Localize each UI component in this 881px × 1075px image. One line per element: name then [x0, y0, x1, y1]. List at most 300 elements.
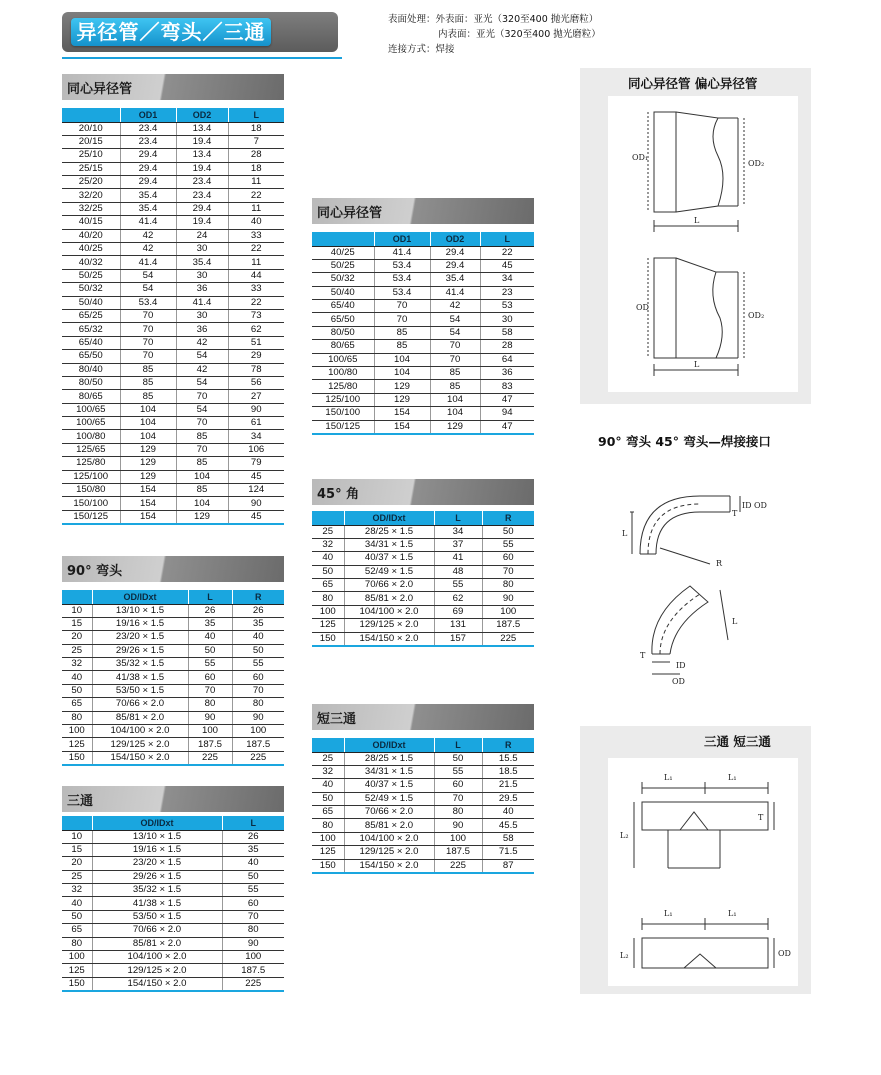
table-cell: 54 — [120, 283, 176, 296]
table-row — [312, 859, 534, 873]
table-cell: 25/20 — [62, 176, 120, 189]
table-cell: 35.4 — [120, 202, 176, 215]
table-cell: 29/26 × 1.5 — [92, 644, 188, 657]
table-cell: 70 — [222, 910, 284, 923]
table-cell: 50 — [434, 752, 482, 765]
table-cell: 85/81 × 2.0 — [92, 937, 222, 950]
table-row — [312, 246, 534, 259]
table-cell: 23/20 × 1.5 — [92, 857, 222, 870]
table-row — [62, 711, 284, 724]
table-cell: 35 — [222, 843, 284, 856]
label-od2: OD₂ — [748, 159, 765, 168]
table-row — [62, 964, 284, 977]
table-cell: 21.5 — [482, 779, 534, 792]
table-cell: 29.4 — [176, 202, 228, 215]
table-cell: 154/150 × 2.0 — [92, 977, 222, 991]
section-header-reducer-1 — [62, 74, 284, 100]
table-cell: 32 — [62, 658, 92, 671]
table-cell: 90 — [232, 711, 284, 724]
table-cell: 11 — [228, 256, 284, 269]
table-cell: 22 — [480, 246, 534, 259]
section-header-tee — [62, 786, 284, 812]
table-row — [62, 951, 284, 964]
label-od1: OD₁ — [632, 153, 649, 162]
table-cell: 50/32 — [312, 273, 374, 286]
table-row — [62, 229, 284, 242]
column-header — [312, 232, 374, 246]
table-cell: 104 — [374, 367, 430, 380]
table-cell: 154/150 × 2.0 — [92, 751, 188, 765]
table-cell: 70/66 × 2.0 — [344, 806, 434, 819]
table-cell: 20/10 — [62, 122, 120, 135]
column-header: OD/IDxt — [92, 590, 188, 604]
table-cell: 124 — [228, 484, 284, 497]
table-cell: 40 — [62, 671, 92, 684]
table-cell: 129/125 × 2.0 — [344, 619, 434, 632]
column-header: L — [434, 511, 482, 525]
table-cell: 90 — [228, 403, 284, 416]
table-cell: 13.4 — [176, 122, 228, 135]
table-cell: 35 — [188, 617, 232, 630]
reducer-drawing — [608, 96, 798, 392]
table-row — [62, 604, 284, 617]
table-cell: 48 — [434, 565, 482, 578]
table-cell: 90 — [434, 819, 482, 832]
table-cell: 90 — [228, 497, 284, 510]
table-cell: 50 — [188, 644, 232, 657]
table-cell: 50/25 — [312, 259, 374, 272]
table-cell: 41.4 — [374, 246, 430, 259]
table-cell: 85 — [120, 390, 176, 403]
table-cell: 85 — [374, 340, 430, 353]
table-cell: 65/25 — [62, 309, 120, 322]
label-t-elbow45: T — [640, 651, 646, 660]
table-cell: 70 — [374, 300, 430, 313]
table-cell: 40/32 — [62, 256, 120, 269]
column-header: R — [232, 590, 284, 604]
tee-diagram-panel — [580, 726, 811, 994]
table-cell: 42 — [176, 336, 228, 349]
table-cell: 129 — [120, 443, 176, 456]
table-cell: 54 — [430, 313, 480, 326]
table-cell: 65 — [312, 806, 344, 819]
table-row — [312, 765, 534, 778]
table-cell: 23.4 — [176, 189, 228, 202]
table-cell: 100/80 — [312, 367, 374, 380]
table-row — [312, 846, 534, 859]
table-row — [62, 725, 284, 738]
table-cell: 79 — [228, 457, 284, 470]
table-row — [312, 792, 534, 805]
table-cell: 30 — [176, 269, 228, 282]
table-cell: 32/20 — [62, 189, 120, 202]
table-cell: 154/150 × 2.0 — [344, 632, 434, 646]
column-header — [62, 108, 120, 122]
table-cell: 100 — [222, 951, 284, 964]
table-cell: 104 — [374, 353, 430, 366]
table-elbow-45 — [312, 511, 534, 647]
table-cell: 131 — [434, 619, 482, 632]
table-cell: 34/31 × 1.5 — [344, 538, 434, 551]
label-od-short-tee: OD — [778, 949, 791, 958]
table-cell: 50 — [482, 525, 534, 538]
table-cell: 15 — [62, 617, 92, 630]
table-cell: 157 — [434, 632, 482, 646]
table-cell: 100/80 — [62, 430, 120, 443]
table-cell: 55 — [434, 579, 482, 592]
table-cell: 32/25 — [62, 202, 120, 215]
table-cell: 19.4 — [176, 135, 228, 148]
table-cell: 100 — [188, 725, 232, 738]
table-cell: 30 — [176, 243, 228, 256]
table-cell: 70/66 × 2.0 — [92, 698, 188, 711]
table-cell: 100/65 — [62, 417, 120, 430]
reducer-diagram-title: 同心异径管 偏心异径管 — [628, 76, 758, 91]
table-row — [312, 605, 534, 618]
table-cell: 80 — [62, 937, 92, 950]
section-title: 短三通 — [317, 712, 357, 727]
table-cell: 18.5 — [482, 765, 534, 778]
label-l2-tee: L₂ — [620, 831, 629, 840]
table-cell: 154 — [374, 420, 430, 434]
table-tee — [62, 816, 284, 992]
table-cell: 29.5 — [482, 792, 534, 805]
table-cell: 15.5 — [482, 752, 534, 765]
table-row — [62, 403, 284, 416]
table-cell: 104 — [176, 470, 228, 483]
table-cell: 104 — [430, 393, 480, 406]
spec-inner-surface: 内表面：亚光（320至400 抛光磨粒） — [438, 29, 601, 40]
table-cell: 187.5 — [188, 738, 232, 751]
table-cell: 23.4 — [176, 176, 228, 189]
table-cell: 85/81 × 2.0 — [344, 592, 434, 605]
column-header: OD/IDxt — [344, 511, 434, 525]
table-cell: 40 — [222, 857, 284, 870]
section-title: 45° 角 — [317, 487, 360, 502]
label-r-elbow: R — [716, 559, 723, 568]
table-cell: 125/65 — [62, 443, 120, 456]
table-cell: 47 — [480, 420, 534, 434]
table-cell: 40 — [312, 552, 344, 565]
table-cell: 125/80 — [312, 380, 374, 393]
table-row — [312, 632, 534, 646]
table-cell: 104 — [176, 497, 228, 510]
table-cell: 150 — [62, 977, 92, 991]
table-row — [62, 617, 284, 630]
table-cell: 80/50 — [312, 326, 374, 339]
table-cell: 154/150 × 2.0 — [344, 859, 434, 873]
table-cell: 25 — [312, 752, 344, 765]
table-cell: 51 — [228, 336, 284, 349]
table-cell: 65 — [62, 924, 92, 937]
table-cell: 150/125 — [312, 420, 374, 434]
table-cell: 225 — [232, 751, 284, 765]
column-header: L — [228, 108, 284, 122]
table-cell: 23.4 — [120, 135, 176, 148]
table-row — [62, 309, 284, 322]
table-cell: 150 — [312, 632, 344, 646]
table-cell: 20 — [62, 631, 92, 644]
table-cell: 27 — [228, 390, 284, 403]
table-cell: 35.4 — [120, 189, 176, 202]
table-row — [312, 832, 534, 845]
table-cell: 150/100 — [312, 407, 374, 420]
table-header-row — [312, 738, 534, 752]
table-row — [312, 367, 534, 380]
table-row — [62, 149, 284, 162]
table-cell: 154 — [120, 510, 176, 524]
label-od-elbow45: OD — [672, 677, 685, 686]
table-cell: 50 — [62, 910, 92, 923]
table-cell: 25/10 — [62, 149, 120, 162]
section-title: 同心异径管 — [67, 82, 133, 97]
table-cell: 20/15 — [62, 135, 120, 148]
table-cell: 35.4 — [176, 256, 228, 269]
column-header — [312, 738, 344, 752]
table-cell: 40 — [228, 216, 284, 229]
table-cell: 11 — [228, 176, 284, 189]
table-row — [62, 122, 284, 135]
table-cell: 65/40 — [312, 300, 374, 313]
column-header — [62, 816, 92, 830]
table-cell: 13/10 × 1.5 — [92, 604, 188, 617]
table-cell: 18 — [228, 122, 284, 135]
table-cell: 65/50 — [312, 313, 374, 326]
table-cell: 154 — [374, 407, 430, 420]
table-row — [62, 430, 284, 443]
table-cell: 104 — [120, 417, 176, 430]
table-cell: 29.4 — [120, 176, 176, 189]
table-cell: 104 — [430, 407, 480, 420]
table-cell: 47 — [480, 393, 534, 406]
table-cell: 55 — [222, 884, 284, 897]
table-cell: 90 — [222, 937, 284, 950]
reducer-diagram-panel — [580, 68, 811, 404]
table-row — [62, 216, 284, 229]
table-cell: 50/32 — [62, 283, 120, 296]
table-cell: 225 — [222, 977, 284, 991]
table-header-row — [312, 232, 534, 246]
column-header: OD2 — [176, 108, 228, 122]
table-cell: 32 — [62, 884, 92, 897]
table-cell: 87 — [482, 859, 534, 873]
table-cell: 29 — [228, 350, 284, 363]
table-cell: 85 — [120, 363, 176, 376]
table-cell: 25 — [62, 870, 92, 883]
page-title-bar — [62, 12, 338, 52]
table-row — [312, 525, 534, 538]
table-cell: 70 — [176, 390, 228, 403]
tee-drawing — [608, 758, 798, 986]
table-row — [62, 256, 284, 269]
table-cell: 40/15 — [62, 216, 120, 229]
table-cell: 85/81 × 2.0 — [92, 711, 188, 724]
table-cell: 129 — [120, 470, 176, 483]
table-header-row — [62, 108, 284, 122]
table-row — [62, 390, 284, 403]
table-cell: 29.4 — [430, 259, 480, 272]
table-cell: 53 — [480, 300, 534, 313]
table-cell: 65 — [62, 698, 92, 711]
column-header: R — [482, 738, 534, 752]
table-cell: 53.4 — [374, 259, 430, 272]
table-header-row — [312, 511, 534, 525]
table-row — [62, 671, 284, 684]
table-cell: 32 — [312, 538, 344, 551]
table-cell: 52/49 × 1.5 — [344, 792, 434, 805]
table-cell: 55 — [482, 538, 534, 551]
label-l1-short-tee: L₁ — [664, 909, 673, 918]
table-cell: 15 — [62, 843, 92, 856]
table-cell: 70 — [232, 684, 284, 697]
table-row — [62, 644, 284, 657]
table-cell: 100 — [232, 725, 284, 738]
table-cell: 53/50 × 1.5 — [92, 684, 188, 697]
table-cell: 40 — [188, 631, 232, 644]
table-cell: 70 — [482, 565, 534, 578]
table-cell: 70 — [176, 443, 228, 456]
table-row — [62, 176, 284, 189]
table-cell: 40 — [62, 897, 92, 910]
table-cell: 41.4 — [120, 216, 176, 229]
table-cell: 42 — [120, 243, 176, 256]
table-cell: 25 — [62, 644, 92, 657]
table-cell: 53.4 — [374, 286, 430, 299]
table-cell: 225 — [482, 632, 534, 646]
table-cell: 78 — [228, 363, 284, 376]
column-header: L — [222, 816, 284, 830]
table-cell: 129/125 × 2.0 — [92, 738, 188, 751]
table-cell: 80 — [434, 806, 482, 819]
spec-connection: 连接方式：焊接 — [388, 44, 455, 55]
table-header-row — [62, 590, 284, 604]
table-cell: 70 — [188, 684, 232, 697]
table-cell: 125 — [62, 738, 92, 751]
table-cell: 34/31 × 1.5 — [344, 765, 434, 778]
label-l: L — [694, 216, 700, 225]
table-cell: 29.4 — [430, 246, 480, 259]
table-cell: 40/25 — [312, 246, 374, 259]
table-cell: 100/65 — [62, 403, 120, 416]
table-row — [312, 752, 534, 765]
table-cell: 69 — [434, 605, 482, 618]
table-cell: 40 — [482, 806, 534, 819]
spec-outer-surface: 表面处理：外表面：亚光（320至400 抛光磨粒） — [388, 14, 599, 25]
table-cell: 54 — [176, 403, 228, 416]
table-row — [62, 243, 284, 256]
label-l1-tee: L₁ — [664, 773, 673, 782]
table-cell: 18 — [228, 162, 284, 175]
table-row — [312, 592, 534, 605]
table-cell: 26 — [188, 604, 232, 617]
table-cell: 42 — [120, 229, 176, 242]
table-cell: 129 — [374, 393, 430, 406]
table-cell: 36 — [176, 283, 228, 296]
table-cell: 70 — [430, 340, 480, 353]
table-header-row — [62, 816, 284, 830]
table-cell: 53.4 — [374, 273, 430, 286]
column-header: R — [482, 511, 534, 525]
table-cell: 35 — [232, 617, 284, 630]
table-cell: 42 — [176, 363, 228, 376]
column-header — [62, 590, 92, 604]
table-cell: 23/20 × 1.5 — [92, 631, 188, 644]
label-l1b-tee: L₁ — [728, 773, 737, 782]
table-cell: 80 — [222, 924, 284, 937]
table-row — [62, 283, 284, 296]
table-cell: 80 — [482, 579, 534, 592]
table-cell: 187.5 — [434, 846, 482, 859]
column-header: OD2 — [430, 232, 480, 246]
table-cell: 125 — [312, 846, 344, 859]
table-cell: 65/40 — [62, 336, 120, 349]
table-cell: 13/10 × 1.5 — [92, 830, 222, 843]
table-short-tee — [312, 738, 534, 874]
table-cell: 42 — [430, 300, 480, 313]
table-row — [62, 336, 284, 349]
table-cell: 22 — [228, 189, 284, 202]
table-row — [62, 470, 284, 483]
table-cell: 32 — [312, 765, 344, 778]
table-cell: 30 — [176, 309, 228, 322]
table-row — [62, 751, 284, 765]
table-row — [312, 552, 534, 565]
table-reducer-2 — [312, 232, 534, 435]
table-cell: 60 — [188, 671, 232, 684]
table-cell: 65 — [312, 579, 344, 592]
table-cell: 50 — [312, 792, 344, 805]
table-cell: 129 — [176, 510, 228, 524]
table-row — [62, 510, 284, 524]
table-cell: 150/80 — [62, 484, 120, 497]
table-cell: 70 — [120, 309, 176, 322]
table-cell: 85 — [176, 484, 228, 497]
table-cell: 106 — [228, 443, 284, 456]
label-t-elbow: T — [732, 509, 738, 518]
table-cell: 104/100 × 2.0 — [344, 832, 434, 845]
table-row — [312, 779, 534, 792]
page-title: 异径管／弯头／三通 — [71, 18, 271, 46]
table-cell: 35.4 — [430, 273, 480, 286]
table-row — [62, 376, 284, 389]
table-row — [62, 843, 284, 856]
table-row — [62, 323, 284, 336]
table-cell: 129/125 × 2.0 — [92, 964, 222, 977]
table-row — [62, 296, 284, 309]
table-cell: 56 — [228, 376, 284, 389]
table-cell: 13.4 — [176, 149, 228, 162]
label-l-elbow45: L — [732, 617, 738, 626]
column-header: L — [480, 232, 534, 246]
table-row — [312, 273, 534, 286]
table-cell: 29.4 — [120, 149, 176, 162]
table-cell: 150 — [62, 751, 92, 765]
table-row — [62, 977, 284, 991]
table-cell: 94 — [480, 407, 534, 420]
table-cell: 60 — [482, 552, 534, 565]
label-l-eccentric: L — [694, 360, 700, 369]
table-cell: 85 — [374, 326, 430, 339]
elbow-drawing — [620, 464, 790, 694]
table-cell: 22 — [228, 296, 284, 309]
table-row — [62, 162, 284, 175]
table-cell: 150/100 — [62, 497, 120, 510]
table-row — [312, 340, 534, 353]
table-cell: 100 — [312, 605, 344, 618]
table-cell: 54 — [176, 376, 228, 389]
table-cell: 35/32 × 1.5 — [92, 658, 188, 671]
table-cell: 187.5 — [232, 738, 284, 751]
